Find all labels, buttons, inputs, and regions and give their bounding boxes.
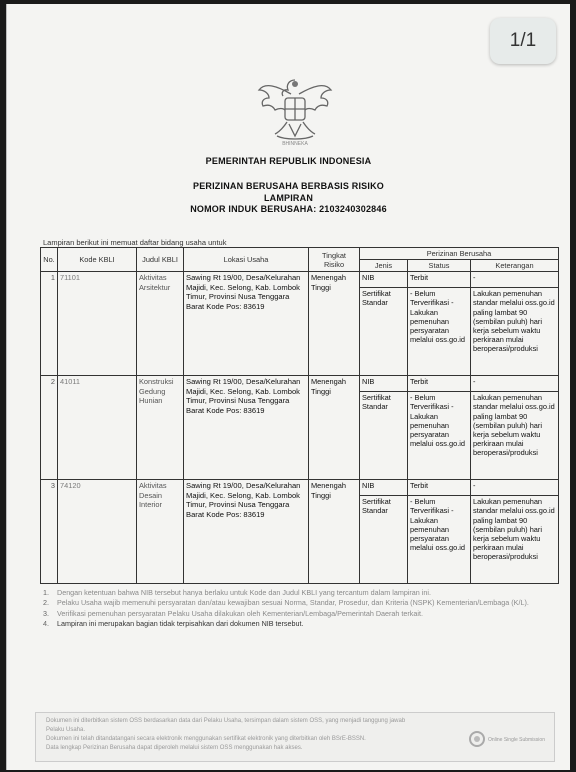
row-status-nib: Terbit xyxy=(408,376,471,392)
row-ket-sertifikat: Lakukan pemenuhan standar melalui oss.go.id paling lambat 90 (sembilan puluh) hari kerja sebelum waktu perkiraan mulai beroperasi/produksi xyxy=(471,496,559,584)
note-text: Verifikasi pemenuhan persyaratan Pelaku Usaha dilakukan oleh Kementerian/Lembaga/Pemerintah Daerah terkait. xyxy=(57,608,423,618)
row-ket-nib: - xyxy=(471,376,559,392)
page-indicator: 1/1 xyxy=(490,18,556,64)
note-index: 2. xyxy=(43,598,49,608)
row-no: 1 xyxy=(41,272,58,376)
row-status-sertifikat: - Belum Terverifikasi - Lakukan pemenuhan persyaratan melalui oss.go.id xyxy=(408,392,471,480)
note-text: Dengan ketentuan bahwa NIB tersebut hanya berlaku untuk Kode dan Judul KBLI yang tercantum dalam lampiran ini. xyxy=(57,588,431,597)
note-index: 1. xyxy=(43,588,49,597)
header-status: Status xyxy=(408,260,471,272)
row-kode: 41011 xyxy=(58,376,137,480)
table-row xyxy=(41,272,559,288)
footer-disclaimer xyxy=(35,712,555,762)
row-status-nib: Terbit xyxy=(408,480,471,496)
row-jenis-nib: NIB xyxy=(360,272,408,288)
row-status-sertifikat: - Belum Terverifikasi - Lakukan pemenuhan persyaratan melalui oss.go.id xyxy=(408,496,471,584)
header-lokasi: Lokasi Usaha xyxy=(184,248,309,272)
row-ket-nib: - xyxy=(471,480,559,496)
row-kode: 71101 xyxy=(58,272,137,376)
row-jenis-sertifikat: Sertifikat Standar xyxy=(360,496,408,584)
header-risiko: Tingkat Risiko xyxy=(309,248,360,272)
footer-line: Dokumen ini diterbitkan sistem OSS berdasarkan data dari Pelaku Usaha, tersimpan dalam sistem OSS, yang menjadi tanggung jawab xyxy=(46,718,406,724)
row-no: 3 xyxy=(41,480,58,584)
emblem-caption: BHINNEKA xyxy=(282,141,308,147)
note-index: 4. xyxy=(43,619,49,629)
oss-logo-icon xyxy=(468,727,545,751)
row-ket-sertifikat: Lakukan pemenuhan standar melalui oss.go.id paling lambat 90 (sembilan puluh) hari kerja sebelum waktu perkiraan mulai beroperasi/produksi xyxy=(471,288,559,376)
row-judul: Aktivitas Desain Interior xyxy=(137,480,184,584)
notes-list xyxy=(43,588,553,629)
document-page xyxy=(6,4,570,770)
republic-heading: PEMERINTAH REPUBLIK INDONESIA xyxy=(205,156,372,166)
row-ket-sertifikat: Lakukan pemenuhan standar melalui oss.go.id paling lambat 90 (sembilan puluh) hari kerja sebelum waktu perkiraan mulai beroperasi/produksi xyxy=(471,392,559,480)
note-item xyxy=(43,609,553,618)
document-title: PERIZINAN BERUSAHA BERBASIS RISIKO xyxy=(193,181,384,191)
row-no: 2 xyxy=(41,376,58,480)
footer-line: Pelaku Usaha. xyxy=(46,727,86,733)
header-judul: Judul KBLI xyxy=(137,248,184,272)
header-keterangan: Keterangan xyxy=(471,260,559,272)
row-jenis-sertifikat: Sertifikat Standar xyxy=(360,288,408,376)
note-item xyxy=(43,598,553,607)
footer-line: Data lengkap Perizinan Berusaha dapat diperoleh melalui sistem OSS menggunakan hak akses. xyxy=(46,745,303,751)
row-risiko: Menengah Tinggi xyxy=(309,272,360,376)
row-lokasi: Sawing Rt 19/00, Desa/Kelurahan Majidi, Kec. Selong, Kab. Lombok Timur, Provinsi Nusa Tenggara Barat Kode Pos: 83619 xyxy=(184,480,309,584)
row-judul: Aktivitas Arsitektur xyxy=(137,272,184,376)
table-row xyxy=(41,480,559,496)
row-lokasi: Sawing Rt 19/00, Desa/Kelurahan Majidi, Kec. Selong, Kab. Lombok Timur, Provinsi Nusa Tenggara Barat Kode Pos: 83619 xyxy=(184,272,309,376)
oss-logo-text: Online Single Submission xyxy=(488,737,545,743)
row-risiko: Menengah Tinggi xyxy=(309,376,360,480)
note-text: Pelaku Usaha wajib memenuhi persyaratan dan/atau kewajiban sesuai Norma, Standar, Prosedur, dan Kriteria (NSPK) Kementerian/Lembaga (K/L). xyxy=(57,598,529,608)
kbli-table xyxy=(40,247,559,584)
intro-text: Lampiran berikut ini memuat daftar bidang usaha untuk xyxy=(43,238,227,247)
row-ket-nib: - xyxy=(471,272,559,288)
row-lokasi: Sawing Rt 19/00, Desa/Kelurahan Majidi, Kec. Selong, Kab. Lombok Timur, Provinsi Nusa Tenggara Barat Kode Pos: 83619 xyxy=(184,376,309,480)
row-judul: Konstruksi Gedung Hunian xyxy=(137,376,184,480)
row-jenis-nib: NIB xyxy=(360,480,408,496)
footer-line: Dokumen ini telah ditandatangani secara elektronik menggunakan sertifikat elektronik yang diterbitkan oleh BSrE-BSSN. xyxy=(46,736,366,742)
table-row xyxy=(41,376,559,392)
garuda-emblem-icon xyxy=(255,72,335,148)
note-item xyxy=(43,588,553,597)
document-subtitle: LAMPIRAN xyxy=(263,193,314,203)
header-jenis: Jenis xyxy=(360,260,408,272)
note-text: Lampiran ini merupakan bagian tidak terpisahkan dari dokumen NIB tersebut. xyxy=(57,619,304,629)
row-jenis-sertifikat: Sertifikat Standar xyxy=(360,392,408,480)
nib-number: NOMOR INDUK BERUSAHA: 2103240302846 xyxy=(190,204,387,214)
note-item xyxy=(43,619,553,628)
row-kode: 74120 xyxy=(58,480,137,584)
note-index: 3. xyxy=(43,608,49,618)
header-no: No. xyxy=(41,248,58,272)
header-perizinan: Perizinan Berusaha xyxy=(360,248,559,260)
row-status-sertifikat: - Belum Terverifikasi - Lakukan pemenuhan persyaratan melalui oss.go.id xyxy=(408,288,471,376)
row-jenis-nib: NIB xyxy=(360,376,408,392)
row-risiko: Menengah Tinggi xyxy=(309,480,360,584)
header-kode: Kode KBLI xyxy=(58,248,137,272)
row-status-nib: Terbit xyxy=(408,272,471,288)
